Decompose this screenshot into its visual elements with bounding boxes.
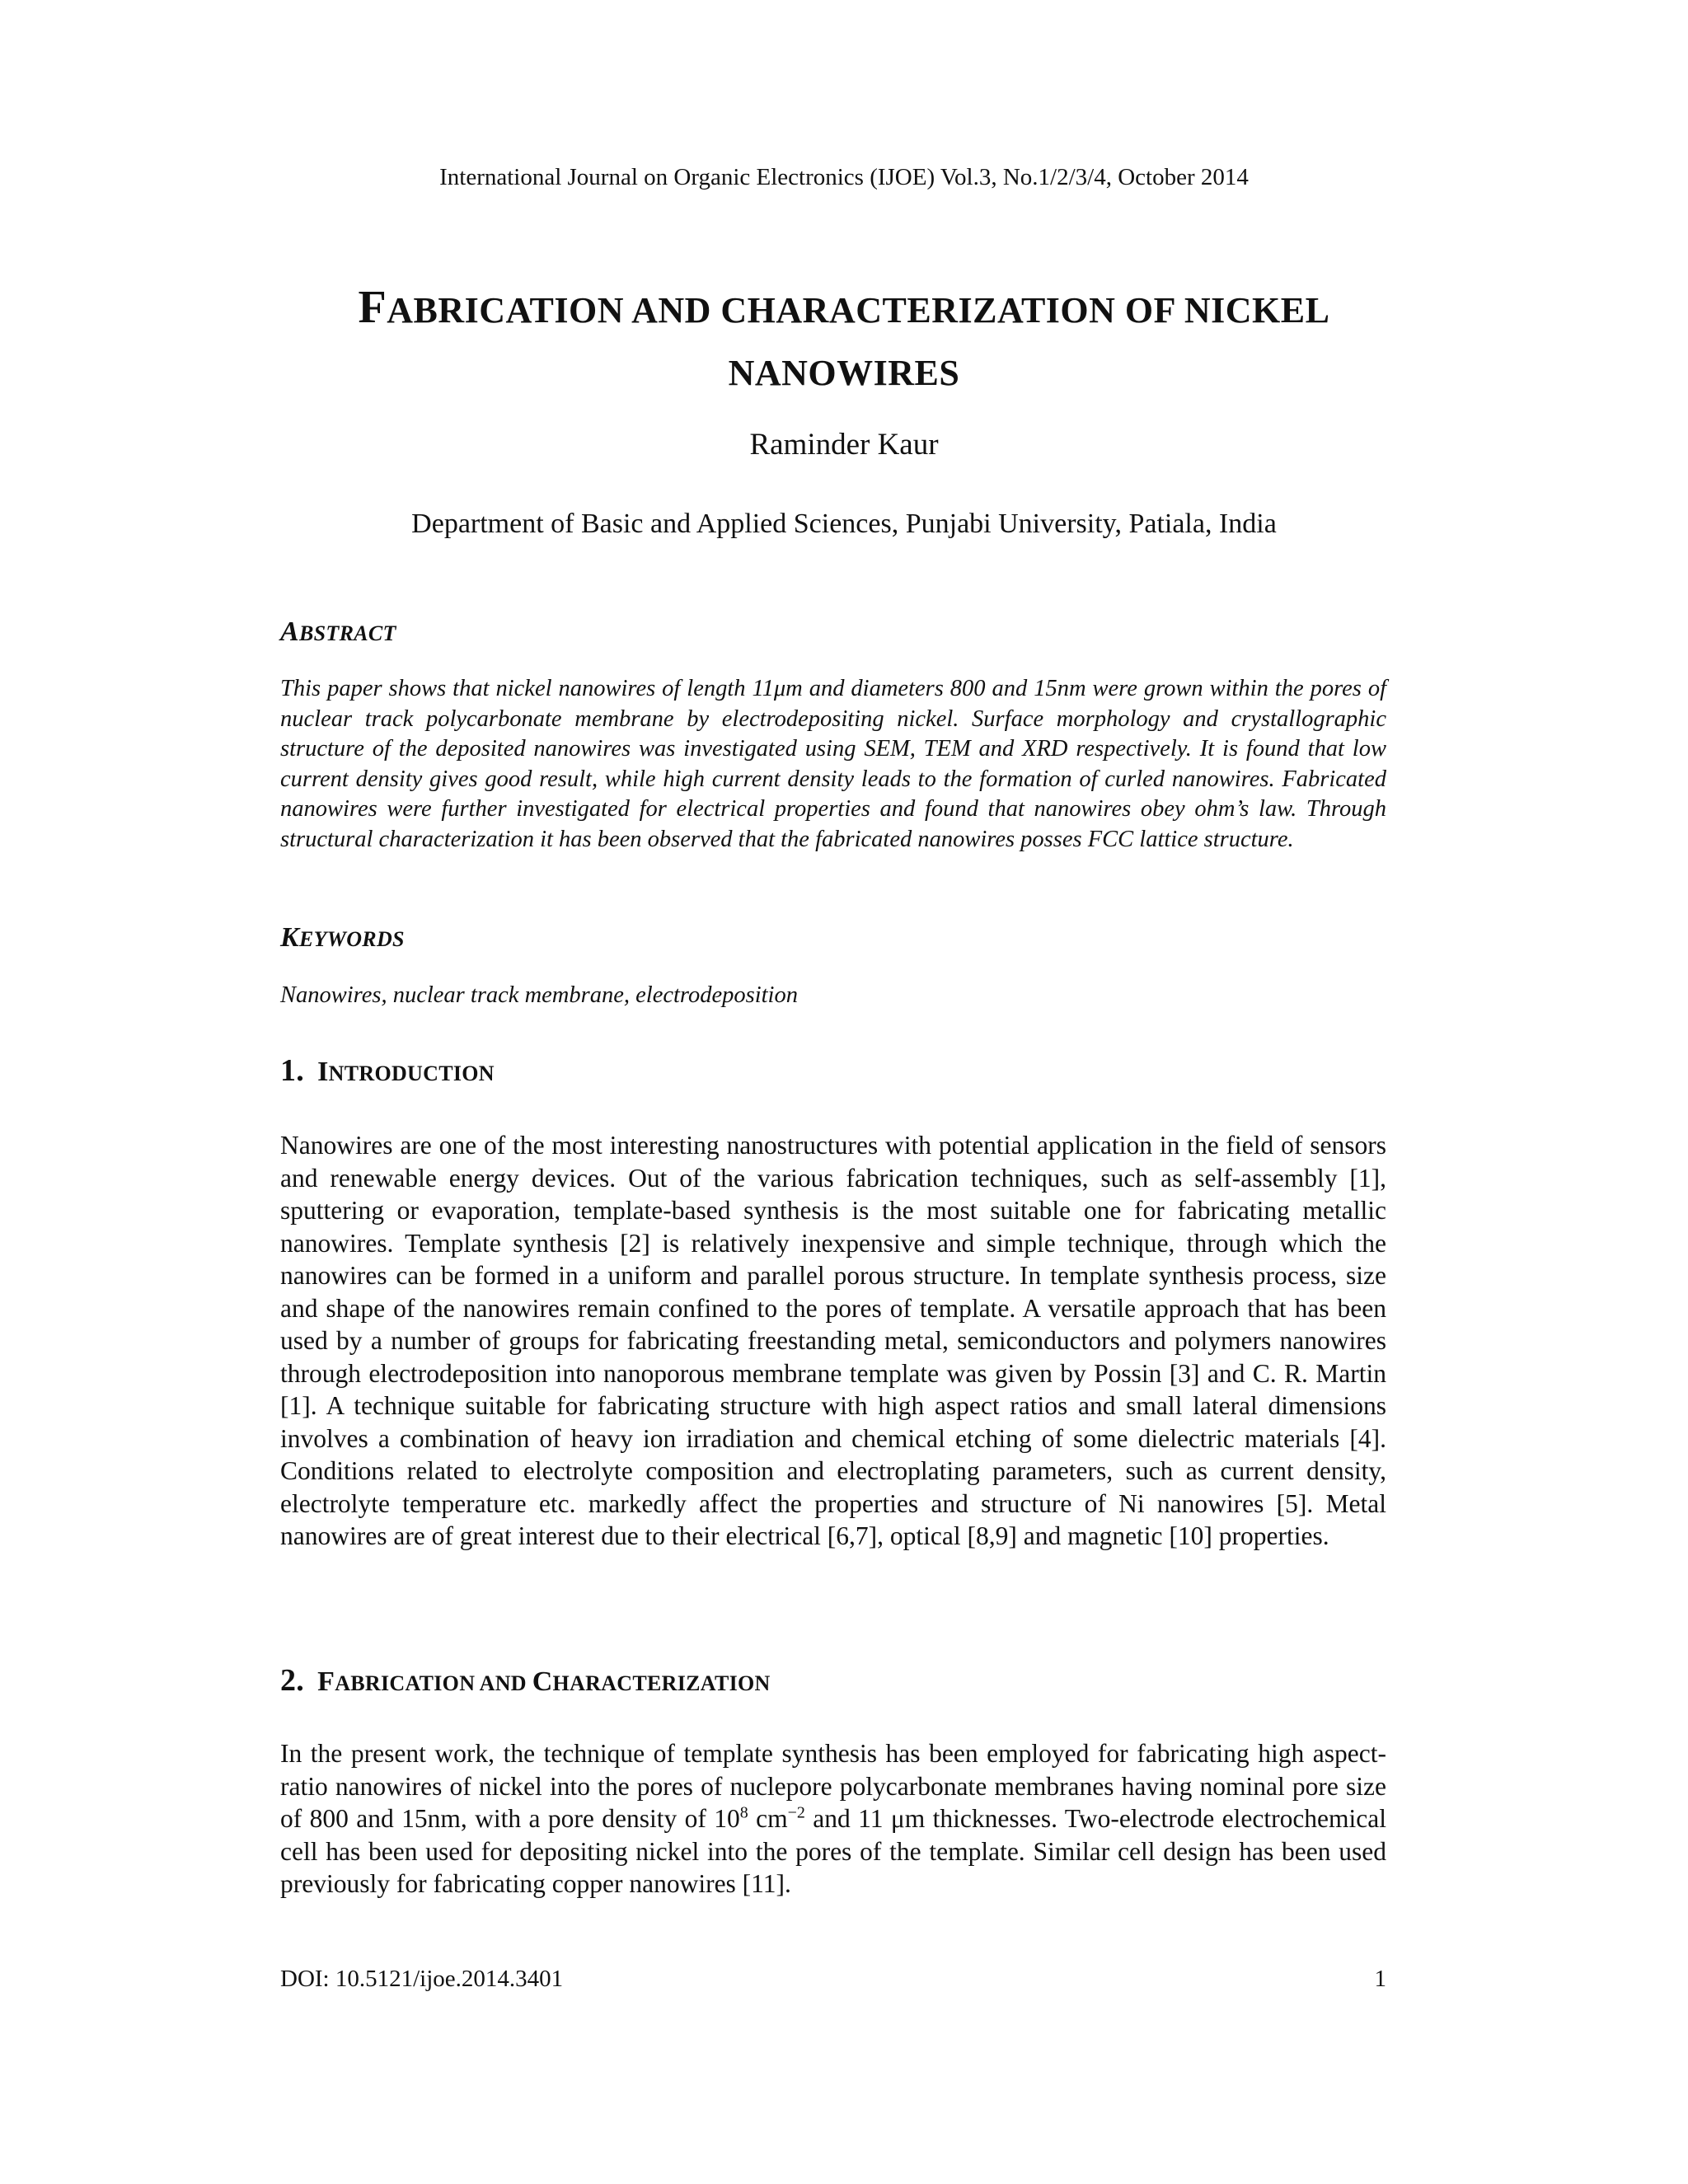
author-affiliation: Department of Basic and Applied Sciences, Punjabi University, Patiala, India xyxy=(411,509,1277,539)
abstract-heading xyxy=(280,615,396,651)
fabrication-text-part1: In the present work, the technique of template synthesis has been employed for fabricating high aspect-ratio nanowires of nickel into the pores of nuclepore polycarbonate membranes having nominal pore size of 800 and 15nm, with a pore density of 10 xyxy=(280,1739,1386,1833)
pore-density-exponent: 8 xyxy=(739,1803,748,1822)
unit-exponent: −2 xyxy=(787,1803,805,1822)
introduction-number: 1. xyxy=(280,1053,305,1088)
fabrication-heading-rest1: ABRICATION AND xyxy=(335,1671,532,1695)
introduction-heading-first: I xyxy=(317,1057,329,1087)
fabrication-heading-first1: F xyxy=(317,1666,335,1697)
paper-title xyxy=(264,276,1424,405)
journal-header: International Journal on Organic Electronics (IJOE) Vol.3, No.1/2/3/4, October 2014 xyxy=(439,164,1249,190)
fabrication-heading-rest2: HARACTERIZATION xyxy=(552,1671,771,1695)
title-first-letter: F xyxy=(358,282,387,333)
introduction-text: Nanowires are one of the most interesting nanostructures with potential application in the field of sensors and renewable energy devices. Out of the various fabrication techniques, such as self-assembly [1], sputtering or evaporation, template-based synthesis is the most suitable one for fabricating metallic nanowires. Template synthesis [2] is relatively inexpensive and simple technique, through which the nanowires can be formed in a uniform and parallel porous structure. In template synthesis process, size and shape of the nanowires remain confined to the pores of template. A versatile approach that has been used by a number of groups for fabricating freestanding metal, semiconductors and polymers nanowires through electrodeposition into nanoporous membrane template was given by Possin [3] and C. R. Martin [1]. A technique suitable for fabricating structure with high aspect ratios and small lateral dimensions involves a combination of heavy ion irradiation and chemical etching of some dielectric materials [4]. Conditions related to electrolyte composition and electroplating parameters, such as current density, electrolyte temperature etc. markedly affect the properties and structure of Ni nanowires [5]. Metal nanowires are of great interest due to their electrical [6,7], optical [8,9] and magnetic [10] properties. xyxy=(280,1131,1386,1550)
introduction-heading xyxy=(280,1053,495,1091)
fabrication-number: 2. xyxy=(280,1663,305,1698)
abstract-text: This paper shows that nickel nanowires of length 11μm and diameters 800 and 15nm were grown within the pores of nuclear track polycarbonate membrane by electrodepositing nickel. Surface morphology and crystallographic structure of the deposited nanowires was investigated using SEM, TEM and XRD respectively. It is found that low current density gives good result, while high current density leads to the formation of curled nanowires. Fabricated nanowires were further investigated for electrical properties and found that nanowires obey ohm’s law. Through structural characterization it has been observed that the fabricated nanowires posses FCC lattice structure. xyxy=(280,676,1386,852)
introduction-heading-rest: NTRODUCTION xyxy=(328,1062,495,1085)
page-number: 1 xyxy=(1374,1966,1386,1992)
keywords-heading-rest: EYWORDS xyxy=(298,927,405,951)
fabrication-text-part2: cm xyxy=(748,1804,788,1833)
title-line2: NANOWIRES xyxy=(728,353,960,393)
fabrication-heading-first2: C xyxy=(532,1666,553,1697)
keywords-heading-first: K xyxy=(280,922,299,953)
fabrication-heading xyxy=(280,1663,771,1701)
footer-doi[interactable]: DOI: 10.5121/ijoe.2014.3401 xyxy=(280,1966,564,1992)
keywords-heading xyxy=(280,921,405,957)
abstract-heading-first: A xyxy=(280,616,299,647)
keywords-text: Nanowires, nuclear track membrane, electrodeposition xyxy=(280,982,798,1008)
fabrication-text-part3: and 11 μm thicknesses. Two-electrode electrochemical cell has been used for depositing nickel into the pores of the template. Similar cell design has been used previously for fabricating copper nanowires [11]. xyxy=(280,1804,1387,1898)
title-line1: ABRICATION AND CHARACTERIZATION OF NICKEL xyxy=(387,290,1330,330)
abstract-heading-rest: BSTRACT xyxy=(298,621,396,645)
author-name: Raminder Kaur xyxy=(749,428,939,462)
fabrication-text xyxy=(280,1737,1386,1900)
